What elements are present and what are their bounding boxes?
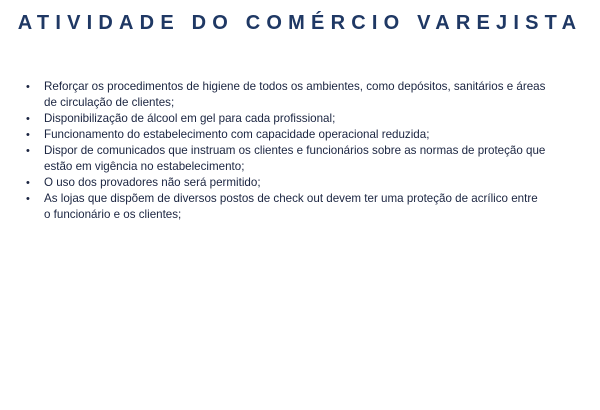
bullet-item	[26, 111, 546, 127]
bullet-text: O uso dos provadores não será permitido;	[44, 176, 261, 189]
bullet-text: Funcionamento do estabelecimento com capacidade operacional reduzida;	[44, 128, 430, 141]
bullet-icon: •	[26, 193, 30, 205]
bullet-item	[26, 79, 546, 111]
bullet-icon: •	[26, 177, 30, 189]
slide-title: ATIVIDADE DO COMÉRCIO VAREJISTA	[17, 12, 583, 34]
bullet-text: As lojas que dispõem de diversos postos de check out devem ter uma proteção de acrílico entre o funcionário e os clientes;	[44, 192, 538, 221]
bullet-item	[26, 143, 546, 175]
bullet-list	[26, 79, 546, 223]
bullet-item	[26, 191, 546, 223]
bullet-text: Reforçar os procedimentos de higiene de todos os ambientes, como depósitos, sanitários e áreas de circulação de clientes;	[44, 80, 546, 109]
bullet-icon: •	[26, 81, 30, 93]
bullet-item	[26, 127, 546, 143]
bullet-icon: •	[26, 129, 30, 141]
bullet-item	[26, 175, 546, 191]
bullet-icon: •	[26, 145, 30, 157]
bullet-icon: •	[26, 113, 30, 125]
bullet-text: Disponibilização de álcool em gel para cada profissional;	[44, 112, 336, 125]
bullet-text: Dispor de comunicados que instruam os clientes e funcionários sobre as normas de proteção que estão em vigência no estabelecimento;	[44, 144, 546, 173]
